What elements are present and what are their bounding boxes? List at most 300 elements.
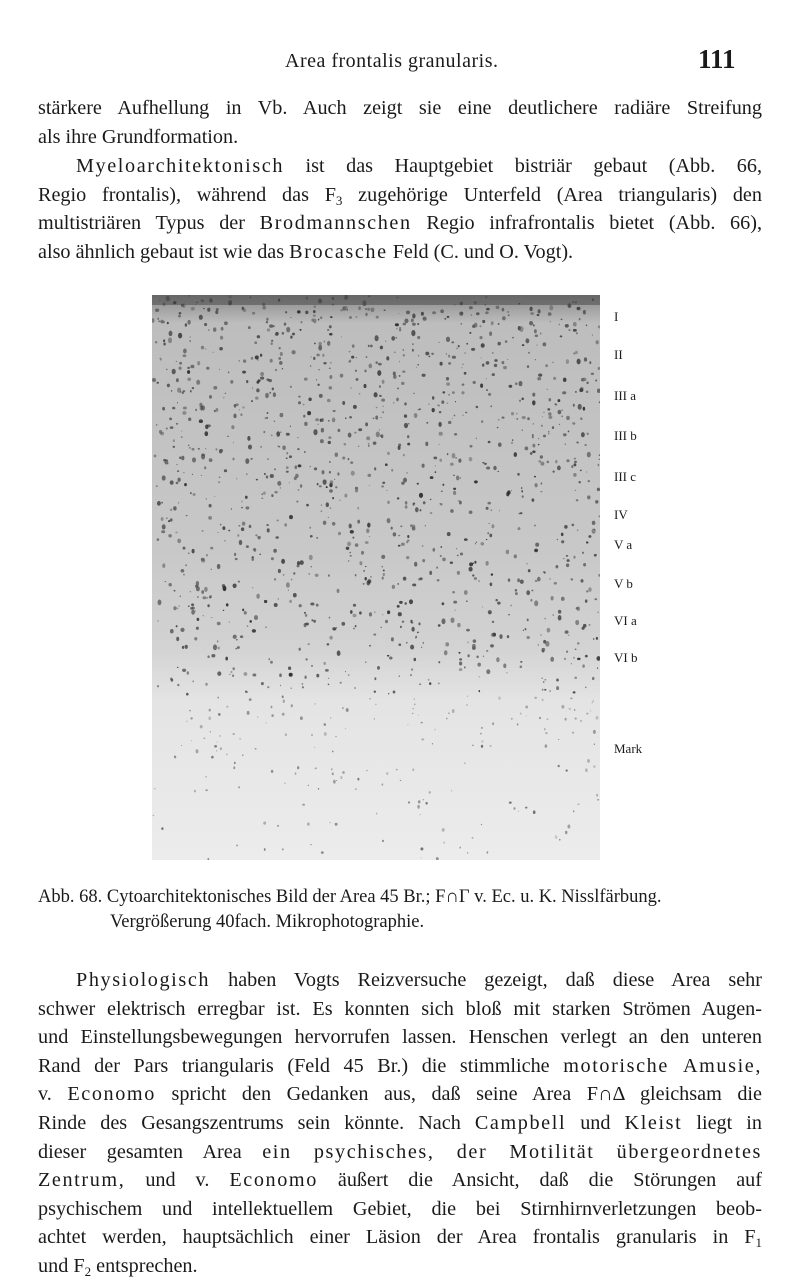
stained-cell	[345, 728, 346, 729]
stained-cell	[346, 708, 349, 712]
stained-cell	[435, 471, 436, 473]
stained-cell	[209, 595, 212, 598]
stained-cell	[452, 391, 455, 394]
stained-cell	[486, 378, 487, 379]
stained-cell	[324, 340, 326, 342]
stained-cell	[178, 502, 179, 503]
stained-cell	[442, 558, 446, 562]
stained-cell	[422, 559, 425, 562]
stained-cell	[511, 442, 512, 443]
stained-cell	[241, 500, 242, 502]
stained-cell	[540, 333, 542, 335]
stained-cell	[512, 439, 513, 441]
stained-cell	[305, 658, 307, 660]
stained-cell	[574, 458, 576, 460]
stained-cell	[291, 704, 293, 707]
stained-cell	[543, 342, 547, 346]
stained-cell	[189, 336, 191, 337]
stained-cell	[318, 345, 322, 351]
stained-cell	[271, 494, 273, 497]
stained-cell	[469, 510, 473, 514]
stained-cell	[540, 491, 542, 493]
stained-cell	[406, 311, 410, 315]
stained-cell	[398, 545, 401, 547]
stained-cell	[177, 684, 179, 687]
stained-cell	[520, 580, 524, 584]
stained-cell	[454, 415, 456, 417]
stained-cell	[191, 603, 194, 606]
stained-cell	[285, 733, 287, 736]
stained-cell	[459, 311, 463, 315]
stained-cell	[237, 534, 239, 537]
stained-cell	[506, 492, 509, 497]
stained-cell	[278, 357, 281, 360]
stained-cell	[418, 578, 420, 581]
stained-cell	[567, 559, 570, 562]
stained-cell	[230, 380, 233, 384]
stained-cell	[399, 601, 403, 604]
stained-cell	[428, 679, 430, 680]
stained-cell	[515, 592, 518, 595]
stained-cell	[318, 369, 320, 370]
stained-cell	[508, 614, 509, 615]
stained-cell	[485, 561, 488, 566]
stained-cell	[271, 340, 273, 342]
stained-cell	[190, 717, 192, 719]
stained-cell	[309, 573, 310, 574]
stained-cell	[412, 768, 414, 771]
stained-cell	[369, 485, 370, 486]
stained-cell	[550, 657, 554, 662]
stained-cell	[588, 480, 590, 482]
stained-cell	[278, 569, 281, 573]
stained-cell	[355, 543, 359, 547]
stained-cell	[491, 633, 494, 637]
stained-cell	[573, 329, 577, 332]
stained-cell	[575, 351, 578, 354]
stained-cell	[548, 415, 552, 419]
stained-cell	[276, 519, 279, 521]
stained-cell	[245, 691, 247, 693]
stained-cell	[489, 745, 491, 747]
stained-cell	[484, 463, 487, 465]
stained-cell	[556, 686, 559, 690]
stained-cell	[310, 365, 312, 366]
stained-cell	[392, 585, 395, 589]
stained-cell	[217, 640, 218, 642]
stained-cell	[310, 602, 314, 605]
stained-cell	[534, 697, 536, 699]
stained-cell	[167, 322, 169, 325]
stained-cell	[520, 666, 523, 669]
stained-cell	[261, 498, 263, 500]
stained-cell	[413, 393, 415, 395]
stained-cell	[304, 623, 307, 627]
stained-cell	[541, 425, 542, 427]
stained-cell	[380, 346, 383, 350]
stained-cell	[226, 603, 229, 606]
stained-cell	[578, 481, 580, 483]
stained-cell	[414, 698, 415, 700]
spaced-term: Myeloarchitektonisch	[76, 155, 285, 177]
stained-cell	[381, 627, 382, 628]
stained-cell	[260, 376, 264, 379]
stained-cell	[388, 693, 390, 695]
stained-cell	[593, 700, 594, 702]
stained-cell	[208, 516, 212, 520]
figure-caption	[38, 885, 762, 935]
stained-cell	[447, 403, 449, 404]
stained-cell	[532, 450, 535, 453]
stained-cell	[207, 655, 209, 658]
stained-cell	[348, 361, 350, 363]
stained-cell	[530, 599, 532, 602]
stained-cell	[489, 534, 492, 538]
stained-cell	[587, 433, 589, 435]
stained-cell	[391, 469, 393, 472]
stained-cell	[413, 503, 415, 506]
stained-cell	[267, 528, 270, 532]
stained-cell	[300, 484, 302, 487]
stained-cell	[577, 607, 580, 612]
stained-cell	[593, 638, 594, 640]
stained-cell	[571, 663, 572, 664]
stained-cell	[563, 378, 567, 382]
stained-cell	[300, 560, 304, 565]
stained-cell	[251, 357, 254, 360]
stained-cell	[243, 308, 246, 312]
stained-cell	[256, 388, 259, 392]
stained-cell	[228, 371, 229, 373]
stained-cell	[399, 361, 400, 362]
stained-cell	[408, 423, 410, 425]
stained-cell	[430, 476, 434, 479]
stained-cell	[568, 635, 570, 636]
stained-cell	[561, 533, 564, 536]
stained-cell	[158, 309, 159, 310]
stained-cell	[354, 432, 356, 434]
stained-cell	[218, 481, 220, 483]
stained-cell	[494, 364, 498, 367]
stained-cell	[295, 772, 297, 775]
stained-cell	[403, 454, 405, 456]
stained-cell	[154, 454, 157, 457]
stained-cell	[311, 619, 313, 621]
stained-cell	[170, 629, 174, 633]
stained-cell	[316, 604, 319, 607]
stained-cell	[400, 626, 402, 629]
stained-cell	[379, 395, 382, 397]
stained-cell	[448, 394, 450, 396]
stained-cell	[440, 362, 443, 366]
stained-cell	[472, 837, 474, 839]
stained-cell	[348, 674, 350, 676]
stained-cell	[214, 745, 217, 748]
stained-cell	[594, 529, 595, 530]
stained-cell	[219, 476, 221, 478]
stained-cell	[574, 676, 577, 679]
stained-cell	[271, 557, 274, 560]
stained-cell	[192, 474, 193, 475]
stained-cell	[272, 388, 274, 391]
stained-cell	[196, 586, 200, 591]
stained-cell	[365, 422, 368, 426]
stained-cell	[304, 612, 306, 614]
stained-cell	[340, 309, 343, 311]
stained-cell	[474, 480, 478, 483]
stained-cell	[385, 620, 388, 623]
stained-cell	[399, 329, 401, 331]
stained-cell	[160, 359, 162, 361]
stained-cell	[478, 580, 480, 582]
stained-cell	[586, 590, 588, 592]
stained-cell	[298, 648, 300, 651]
stained-cell	[407, 443, 410, 446]
stained-cell	[526, 716, 527, 717]
stained-cell	[316, 674, 319, 678]
stained-cell	[482, 607, 483, 608]
stained-cell	[453, 601, 457, 604]
stained-cell	[178, 333, 182, 339]
stained-cell	[190, 492, 192, 494]
stained-cell	[481, 745, 483, 748]
stained-cell	[290, 426, 291, 427]
stained-cell	[182, 669, 186, 672]
stained-cell	[382, 577, 384, 580]
stained-cell	[349, 316, 352, 319]
stained-cell	[355, 574, 357, 576]
stained-cell	[189, 447, 191, 449]
stained-cell	[296, 501, 298, 503]
stained-cell	[221, 327, 224, 331]
stained-cell	[378, 363, 382, 366]
stained-cell	[177, 387, 181, 392]
stained-cell	[169, 583, 172, 586]
stained-cell	[534, 549, 538, 553]
stained-cell	[412, 713, 414, 714]
stained-cell	[471, 348, 475, 351]
stained-cell	[574, 461, 577, 463]
stained-cell	[310, 844, 312, 845]
stained-cell	[474, 577, 477, 580]
stained-cell	[382, 482, 385, 484]
stained-cell	[566, 651, 568, 653]
stained-cell	[375, 704, 376, 705]
stained-cell	[364, 577, 366, 580]
stained-cell	[455, 610, 456, 611]
stained-cell	[404, 414, 407, 417]
stained-cell	[201, 346, 204, 350]
stained-cell	[444, 650, 448, 655]
stained-cell	[404, 319, 408, 324]
stained-cell	[293, 593, 297, 597]
stained-cell	[386, 356, 389, 360]
stained-cell	[367, 308, 370, 311]
stained-cell	[326, 502, 329, 507]
stained-cell	[486, 466, 490, 469]
stained-cell	[254, 341, 257, 344]
stained-cell	[547, 718, 549, 720]
stained-cell	[586, 472, 587, 473]
stained-cell	[498, 323, 500, 325]
stained-cell	[576, 499, 579, 501]
stained-cell	[238, 581, 240, 583]
stained-cell	[332, 522, 336, 526]
stained-cell	[264, 600, 267, 603]
stained-cell	[383, 569, 385, 571]
stained-cell	[376, 813, 377, 815]
stained-cell	[180, 628, 184, 632]
stained-cell	[271, 714, 273, 717]
stained-cell	[349, 351, 351, 352]
stained-cell	[577, 658, 581, 661]
stained-cell	[511, 718, 513, 720]
stained-cell	[267, 458, 269, 459]
stained-cell	[164, 527, 165, 528]
stained-cell	[540, 462, 544, 466]
stained-cell	[572, 422, 575, 424]
stained-cell	[329, 461, 331, 463]
stained-cell	[526, 590, 530, 595]
stained-cell	[187, 378, 191, 381]
stained-cell	[481, 343, 485, 348]
stained-cell	[407, 539, 409, 541]
stained-cell	[441, 491, 443, 492]
stained-cell	[584, 357, 587, 361]
stained-cell	[191, 740, 192, 741]
stained-cell	[439, 411, 442, 413]
stained-cell	[548, 431, 549, 433]
stained-cell	[233, 414, 236, 419]
stained-cell	[537, 314, 540, 316]
stained-cell	[458, 652, 460, 654]
stained-cell	[299, 604, 302, 607]
stained-cell	[313, 429, 317, 435]
stained-cell	[327, 643, 330, 645]
stained-cell	[529, 321, 533, 326]
stained-cell	[564, 525, 568, 529]
stained-cell	[177, 667, 179, 668]
stained-cell	[234, 404, 237, 408]
stained-cell	[417, 632, 419, 634]
layer-label: Mark	[614, 741, 643, 756]
stained-cell	[492, 373, 495, 376]
stained-cell	[597, 488, 600, 492]
stained-cell	[224, 540, 225, 542]
stained-cell	[526, 338, 530, 343]
stained-cell	[173, 506, 177, 510]
stained-cell	[154, 788, 155, 789]
stained-cell	[177, 478, 180, 482]
stained-cell	[456, 548, 457, 549]
stained-cell	[356, 357, 357, 358]
stained-cell	[329, 489, 333, 492]
stained-cell	[452, 356, 456, 359]
stained-cell	[265, 626, 267, 627]
stained-cell	[320, 316, 322, 319]
stained-cell	[433, 548, 436, 552]
stained-cell	[222, 526, 225, 530]
stained-cell	[189, 340, 191, 342]
stained-cell	[176, 361, 177, 362]
stained-cell	[157, 501, 161, 506]
stained-cell	[452, 453, 456, 458]
stained-cell	[364, 369, 366, 372]
stained-cell	[586, 713, 589, 715]
stained-cell	[201, 559, 205, 563]
stained-cell	[544, 728, 546, 730]
stained-cell	[488, 610, 492, 614]
stained-cell	[587, 759, 590, 763]
stained-cell	[552, 426, 554, 429]
stained-cell	[229, 674, 231, 675]
stained-cell	[599, 401, 600, 403]
stained-cell	[316, 354, 319, 357]
stained-cell	[240, 414, 242, 416]
stained-cell	[435, 466, 436, 467]
stained-cell	[458, 458, 461, 462]
stained-cell	[341, 336, 342, 337]
stained-cell	[421, 722, 423, 724]
running-title: Area frontalis granularis.	[285, 50, 499, 72]
stained-cell	[209, 504, 212, 508]
stained-cell	[329, 471, 331, 474]
stained-cell	[559, 324, 560, 325]
stained-cell	[583, 407, 586, 411]
stained-cell	[329, 368, 331, 370]
stained-cell	[270, 474, 274, 478]
stained-cell	[286, 327, 290, 333]
stained-cell	[189, 710, 191, 712]
stained-cell	[559, 424, 560, 425]
stained-cell	[433, 456, 437, 459]
stained-cell	[583, 310, 586, 315]
stained-cell	[203, 615, 204, 617]
stained-cell	[412, 343, 413, 345]
stained-cell	[348, 433, 352, 438]
stained-cell	[486, 539, 488, 540]
stained-cell	[332, 497, 334, 499]
stained-cell	[410, 674, 412, 676]
stained-cell	[482, 320, 485, 323]
stained-cell	[575, 648, 577, 650]
stained-cell	[536, 345, 537, 346]
stained-cell	[328, 441, 331, 444]
stained-cell	[420, 814, 421, 815]
stained-cell	[387, 501, 390, 504]
stained-cell	[209, 395, 212, 399]
stained-cell	[547, 628, 551, 633]
stained-cell	[374, 691, 376, 693]
stained-cell	[467, 654, 469, 657]
stained-cell	[277, 825, 279, 827]
stained-cell	[375, 416, 378, 420]
stained-cell	[169, 331, 173, 337]
stained-cell	[397, 605, 400, 608]
stained-cell	[195, 409, 197, 411]
stained-cell	[181, 456, 184, 461]
stained-cell	[324, 732, 327, 736]
stained-cell	[573, 404, 575, 407]
stained-cell	[432, 743, 433, 745]
stained-cell	[157, 685, 159, 687]
stained-cell	[235, 558, 238, 560]
stained-cell	[499, 634, 502, 639]
stained-cell	[159, 430, 162, 434]
stained-cell	[539, 717, 541, 719]
stained-cell	[492, 621, 495, 623]
stained-cell	[464, 590, 468, 595]
